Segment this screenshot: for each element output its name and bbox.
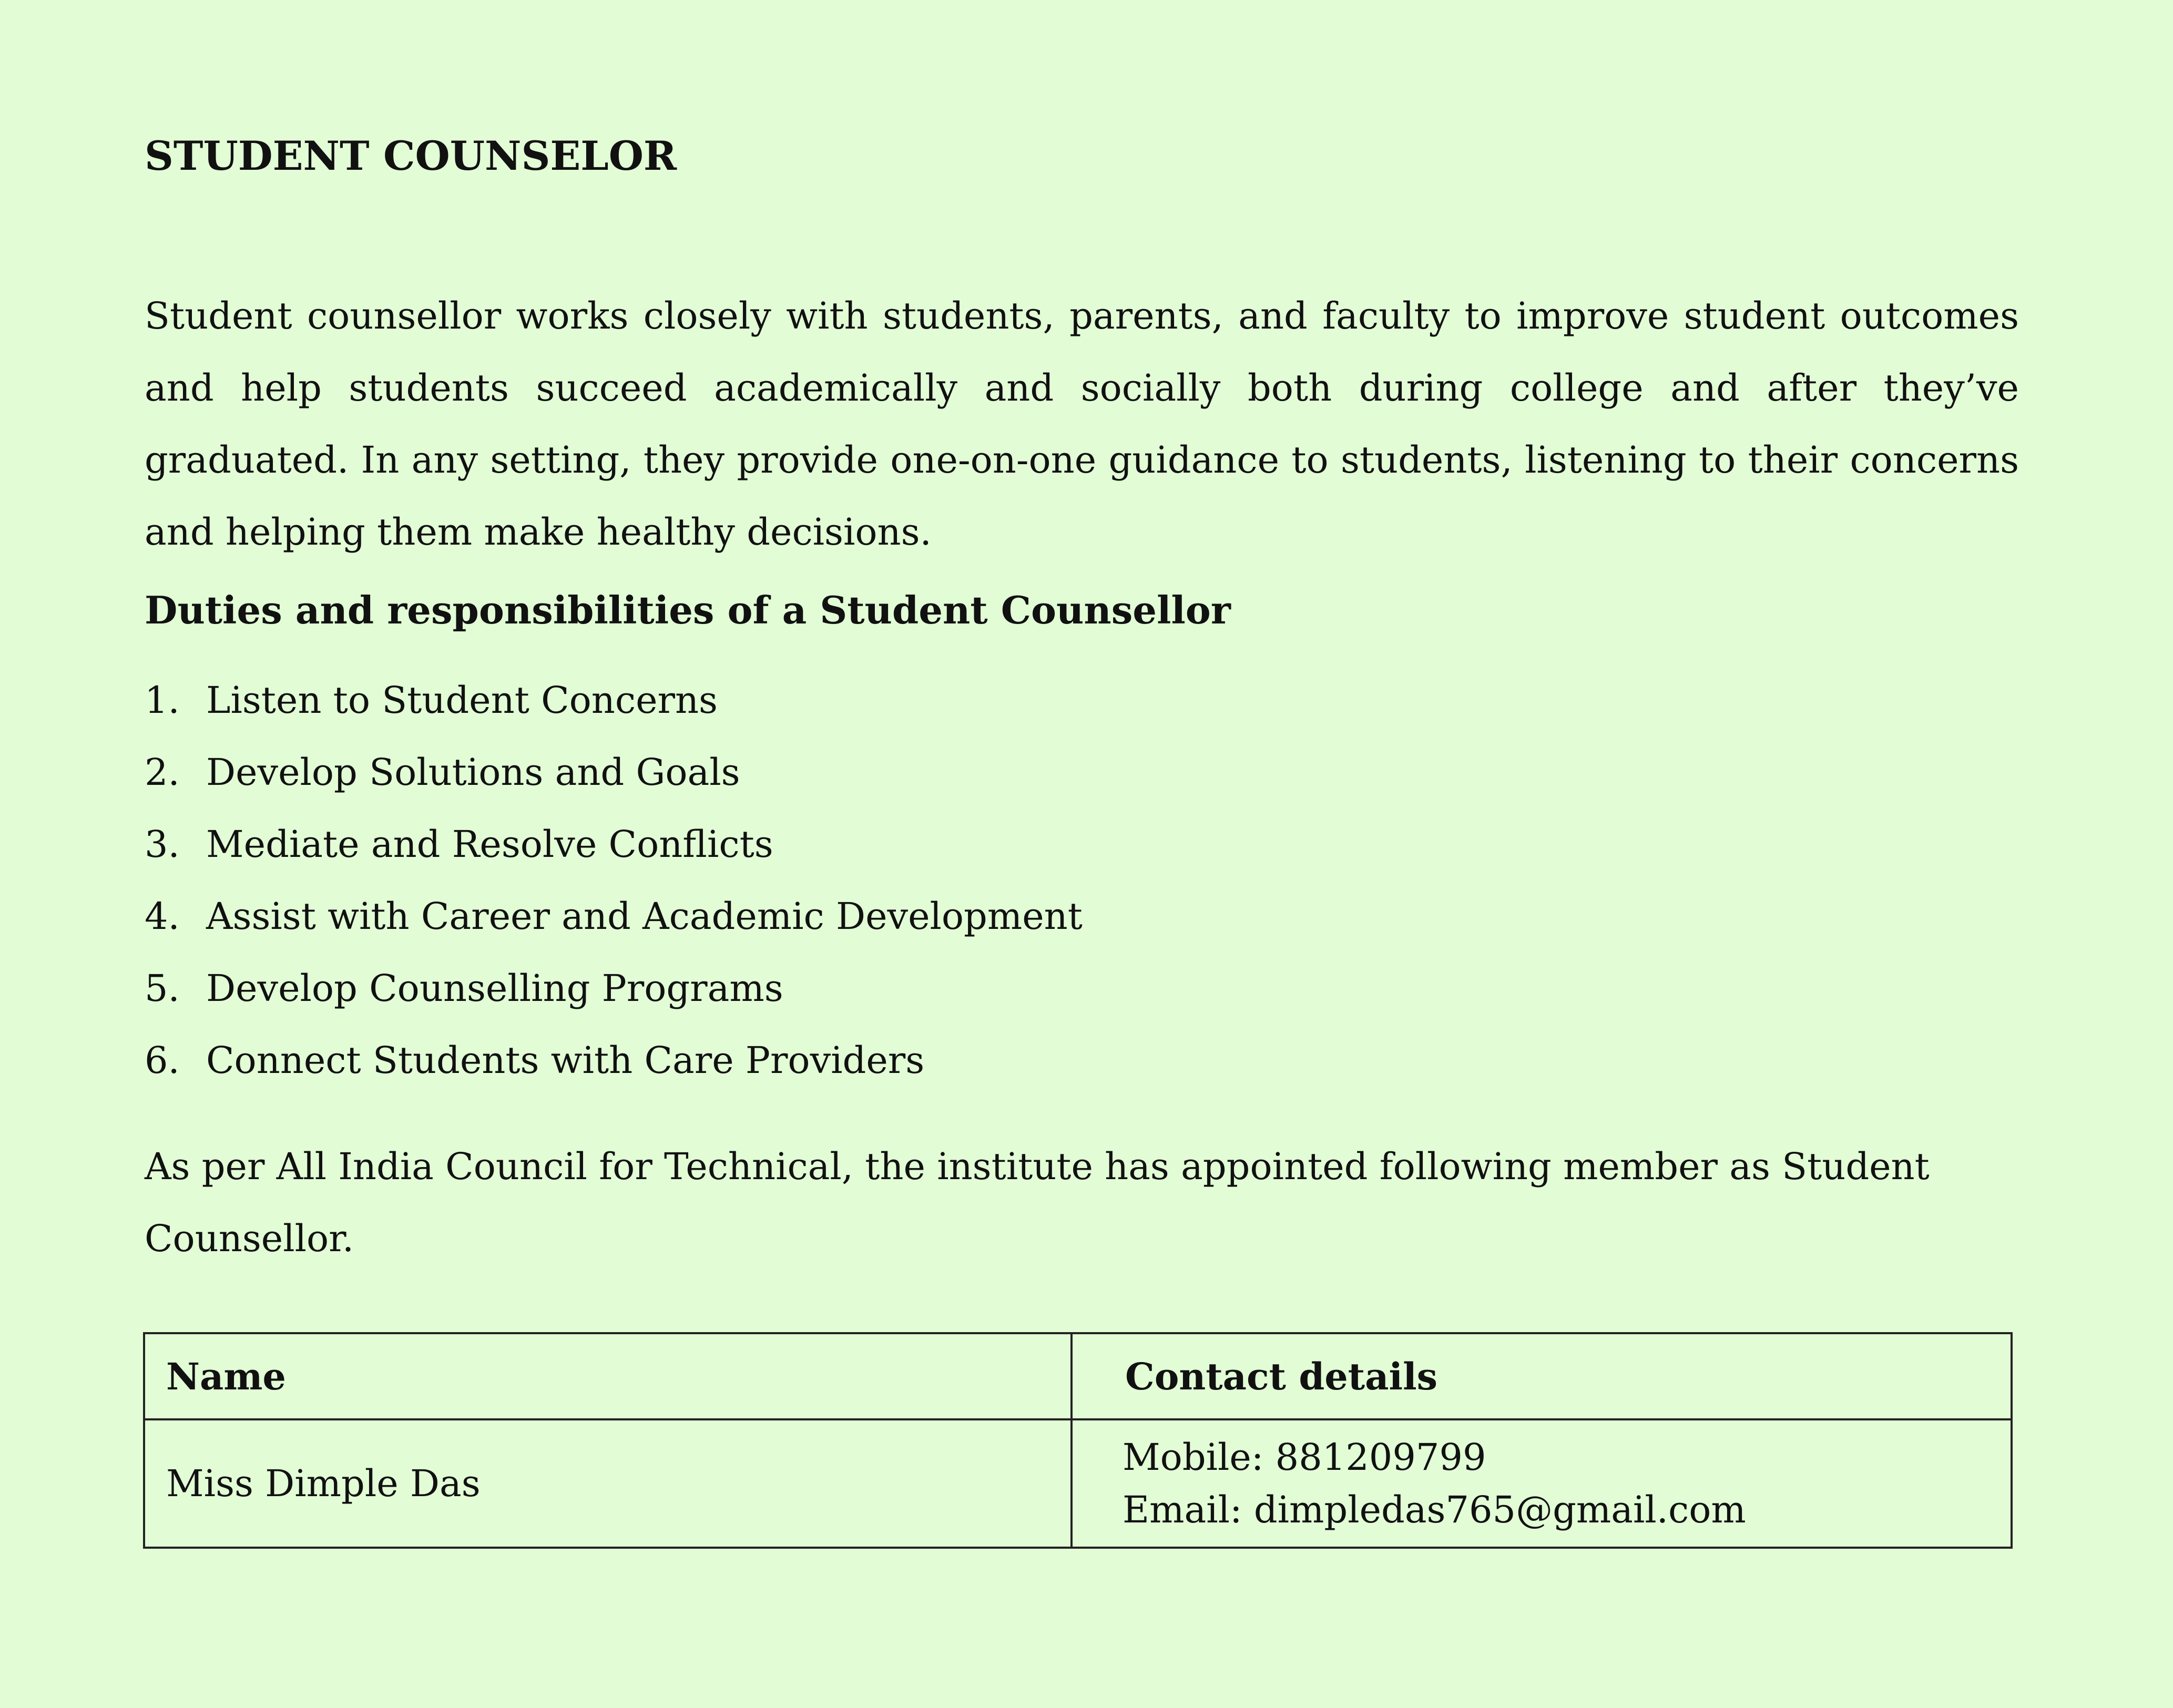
table-header-row xyxy=(144,1333,2012,1419)
header-name: Name xyxy=(144,1333,1072,1419)
duty-item xyxy=(145,953,1083,1025)
duty-number: 6. xyxy=(145,1039,180,1082)
duty-text: Connect Students with Care Providers xyxy=(206,1039,925,1082)
duty-number: 5. xyxy=(145,967,180,1010)
duty-number: 1. xyxy=(145,679,180,722)
duty-text: Develop Counselling Programs xyxy=(206,967,783,1010)
contact-mobile: Mobile: 881209799 xyxy=(1123,1436,1486,1479)
contact-email: Email: dimpledas765@gmail.com xyxy=(1123,1488,1746,1531)
duty-text: Assist with Career and Academic Development xyxy=(206,895,1083,938)
duty-item xyxy=(145,809,1083,881)
page-title: STUDENT COUNSELOR xyxy=(145,132,677,179)
duty-item xyxy=(145,881,1083,953)
duty-number: 4. xyxy=(145,895,180,938)
duty-item xyxy=(145,1025,1083,1097)
duty-text: Develop Solutions and Goals xyxy=(206,751,740,794)
duty-item xyxy=(145,737,1083,809)
document-page xyxy=(145,0,2019,1708)
cell-name: Miss Dimple Das xyxy=(144,1419,1072,1548)
duties-list xyxy=(145,664,1083,1097)
duty-number: 2. xyxy=(145,751,180,794)
duty-item xyxy=(145,664,1083,737)
appointment-paragraph: As per All India Council for Technical, the institute has appointed following member as Student Counsellor. xyxy=(145,1145,1930,1260)
duty-number: 3. xyxy=(145,823,180,866)
header-contact-details: Contact details xyxy=(1072,1333,2012,1419)
table-row xyxy=(144,1419,2012,1548)
duty-text: Listen to Student Concerns xyxy=(206,679,718,722)
counsellor-table xyxy=(143,1332,2013,1549)
cell-contact xyxy=(1072,1419,2012,1548)
duties-heading: Duties and responsibilities of a Student Counsellor xyxy=(145,588,1231,632)
intro-paragraph: Student counsellor works closely with students, parents, and faculty to improve student outcomes and help students succeed academically and socially both during college and after they’ve graduated. In any setting, they provide one-on-one guidance to students, listening to their concerns and helping them make healthy decisions. xyxy=(145,294,2019,554)
duty-text: Mediate and Resolve Conflicts xyxy=(206,823,773,866)
